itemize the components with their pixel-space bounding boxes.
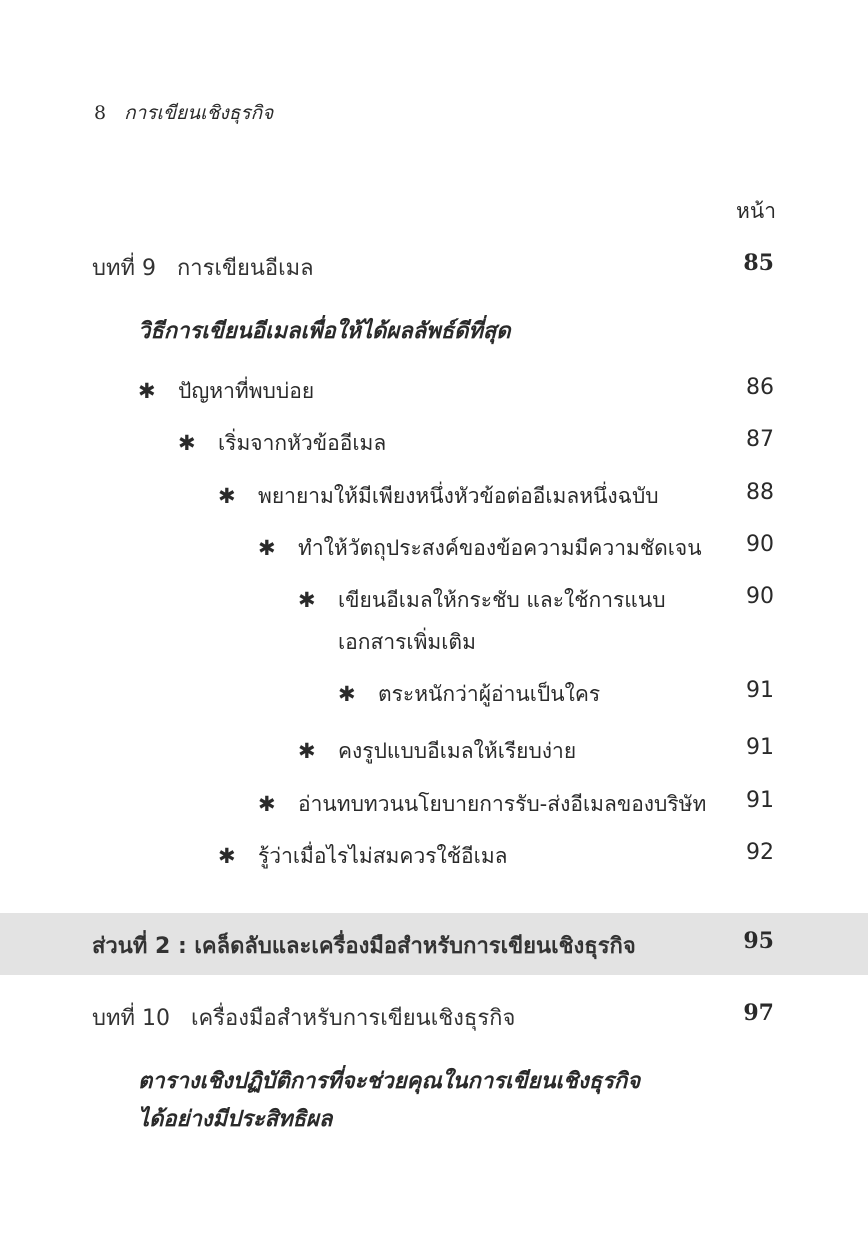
bullet-icon: ✱ [298, 739, 316, 763]
bullet-icon: ✱ [178, 431, 196, 455]
part-2-page: 95 [743, 928, 774, 954]
toc-entry-text: เขียนอีเมลให้กระชับ และใช้การแนบ [338, 588, 666, 612]
bullet-icon: ✱ [258, 792, 276, 816]
part-2-title: ส่วนที่ 2 : เคล็ดลับและเครื่องมือสำหรับการเขียนเชิงธุรกิจ [92, 934, 636, 959]
chapter-10-title: เครื่องมือสำหรับการเขียนเชิงธุรกิจ [190, 1006, 516, 1031]
chapter-10-label: บทที่ 10 [92, 1006, 170, 1031]
toc-entry [258, 532, 702, 565]
toc-entry [218, 480, 659, 513]
chapter-10-page: 97 [743, 1000, 774, 1026]
toc-entry-continuation: เอกสารเพิ่มเติม [338, 630, 476, 654]
toc-entry-page: 91 [746, 678, 774, 703]
toc-entry-page: 91 [746, 735, 774, 760]
toc-entry-page: 88 [746, 480, 774, 505]
running-title: การเขียนเชิงธุรกิจ [124, 102, 274, 124]
toc-entry-text: ปัญหาที่พบบ่อย [178, 379, 315, 403]
chapter-9-heading [92, 250, 314, 285]
chapter-9-label: บทที่ 9 [92, 256, 156, 281]
toc-entry-page: 87 [746, 427, 774, 452]
toc-entry [258, 788, 706, 821]
toc-entry-page: 92 [746, 840, 774, 865]
toc-entry [218, 840, 508, 873]
running-header [94, 98, 273, 128]
toc-entry-text: ทำให้วัตถุประสงค์ของข้อความมีความชัดเจน [298, 536, 702, 560]
toc-entry [138, 375, 314, 408]
chapter-10-subtitle-line1: ตารางเชิงปฏิบัติการที่จะช่วยคุณในการเขียนเชิงธุรกิจ [138, 1069, 641, 1094]
bullet-icon: ✱ [258, 536, 276, 560]
toc-entry-page: 90 [746, 532, 774, 557]
bullet-icon: ✱ [138, 379, 156, 403]
bullet-icon: ✱ [298, 588, 316, 612]
toc-entry-text: ตระหนักว่าผู้อ่านเป็นใคร [378, 682, 601, 706]
toc-entry-page: 86 [746, 375, 774, 400]
bullet-icon: ✱ [218, 844, 236, 868]
toc-entry-text: รู้ว่าเมื่อไรไม่สมควรใช้อีเมล [258, 844, 508, 868]
chapter-9-title: การเขียนอีเมล [176, 256, 314, 281]
toc-entry-text: อ่านทบทวนนโยบายการรับ-ส่งอีเมลของบริษัท [298, 792, 707, 816]
toc-entry-page: 91 [746, 788, 774, 813]
toc-entry [338, 678, 600, 711]
toc-entry-text: เริ่มจากหัวข้ออีเมล [218, 431, 387, 455]
chapter-9-subtitle: วิธีการเขียนอีเมลเพื่อให้ได้ผลลัพธ์ดีที่สุด [138, 319, 511, 344]
toc-entry [298, 584, 666, 617]
toc-entry [178, 427, 386, 460]
chapter-10-subtitle-line2: ได้อย่างมีประสิทธิผล [138, 1107, 333, 1132]
bullet-icon: ✱ [338, 682, 356, 706]
bullet-icon: ✱ [218, 484, 236, 508]
toc-entry [298, 735, 576, 768]
toc-entry-page: 90 [746, 584, 774, 609]
chapter-10-heading [92, 1000, 515, 1035]
toc-entry-text: คงรูปแบบอีเมลให้เรียบง่าย [338, 739, 577, 763]
page-column-label: หน้า [736, 199, 776, 223]
header-page-number: 8 [94, 102, 107, 124]
toc-entry-text: พยายามให้มีเพียงหนึ่งหัวข้อต่ออีเมลหนึ่งฉบับ [258, 484, 659, 508]
chapter-9-page: 85 [743, 250, 774, 276]
